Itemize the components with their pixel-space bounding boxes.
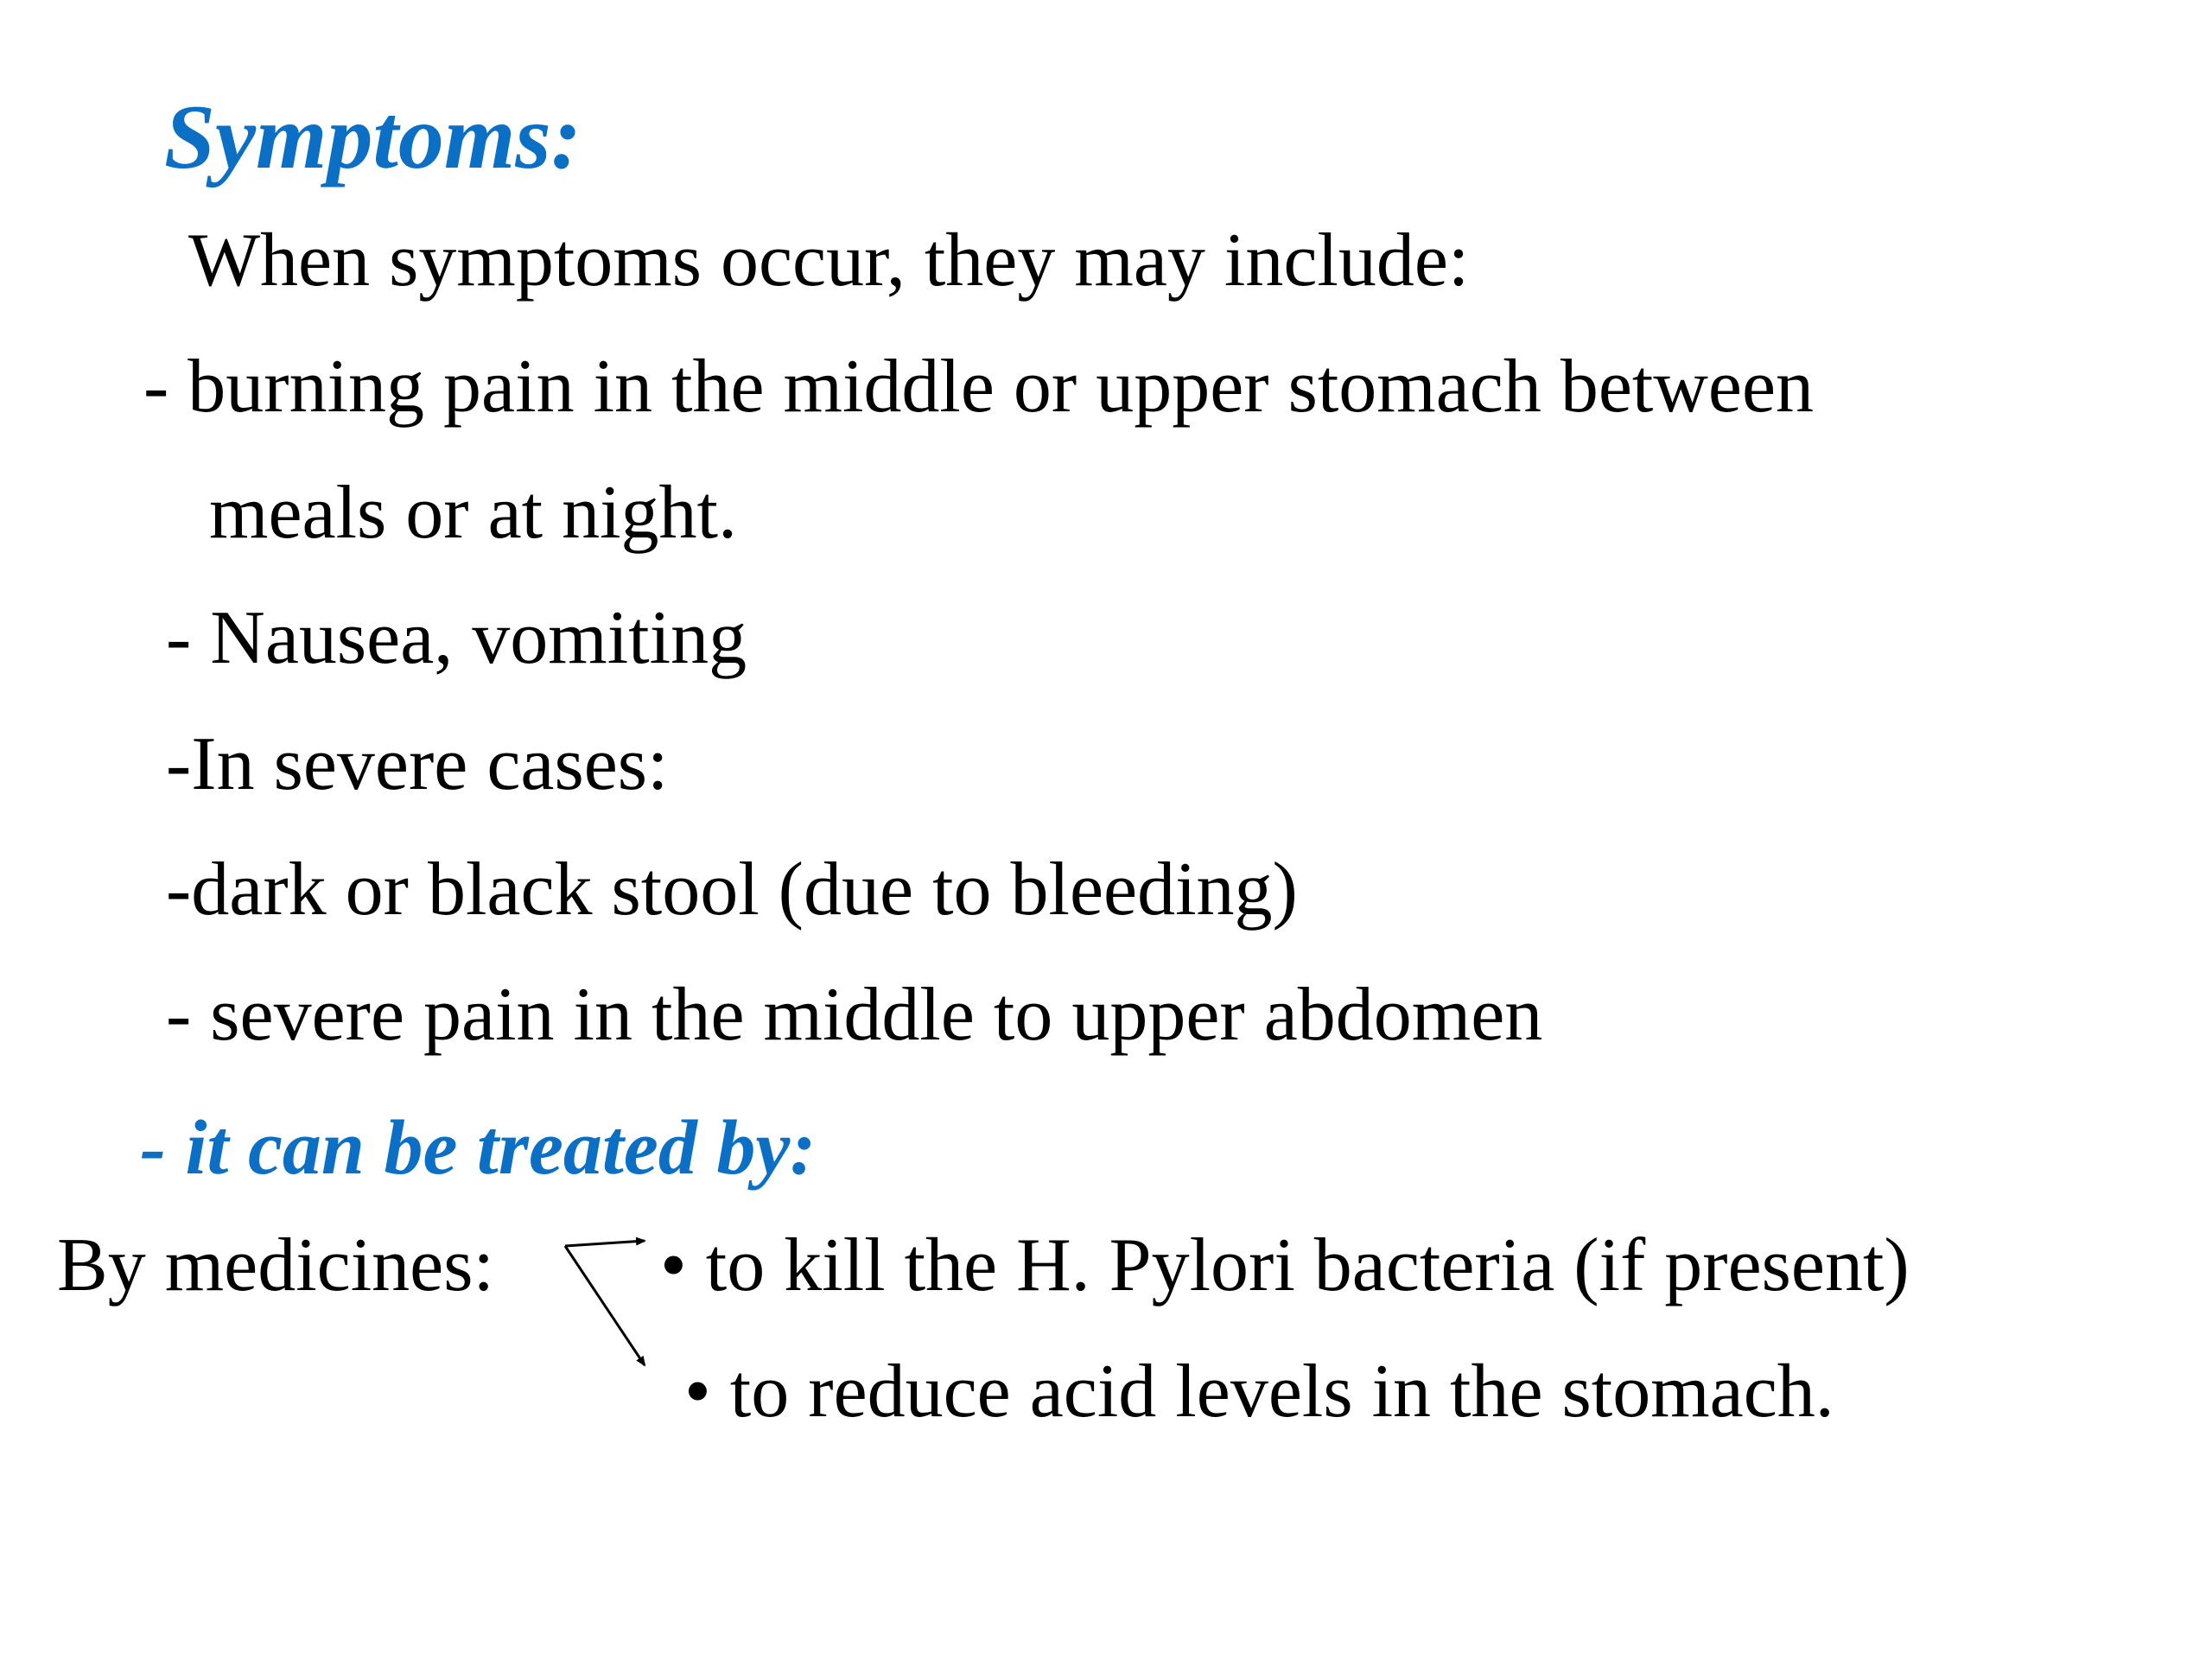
branch-arrows	[553, 1227, 665, 1382]
treatment-heading: - it can be treated by:	[140, 1105, 817, 1191]
arrow-to-second-bullet	[565, 1246, 645, 1365]
slide-title: Symptoms:	[164, 86, 582, 188]
symptom-item-nausea: - Nausea, vomiting	[166, 596, 747, 680]
medicines-label: By medicines:	[57, 1224, 494, 1307]
medicine-bullet-kill-bacteria: • to kill the H. Pylori bacteria (if present)	[660, 1224, 1910, 1307]
symptom-item-severe-pain: - severe pain in the middle to upper abdomen	[166, 973, 1543, 1057]
symptom-item-severe-cases: -In severe cases:	[166, 722, 669, 806]
symptom-item-dark-stool: -dark or black stool (due to bleeding)	[166, 848, 1298, 931]
symptom-item-burning-pain-continued: meals or at night.	[209, 471, 737, 555]
medicine-bullet-reduce-acid: • to reduce acid levels in the stomach.	[684, 1350, 1834, 1433]
symptom-item-burning-pain: - burning pain in the middle or upper stomach between	[143, 345, 1815, 429]
intro-text: When symptoms occur, they may include:	[188, 219, 1470, 302]
arrow-to-first-bullet	[565, 1241, 645, 1246]
